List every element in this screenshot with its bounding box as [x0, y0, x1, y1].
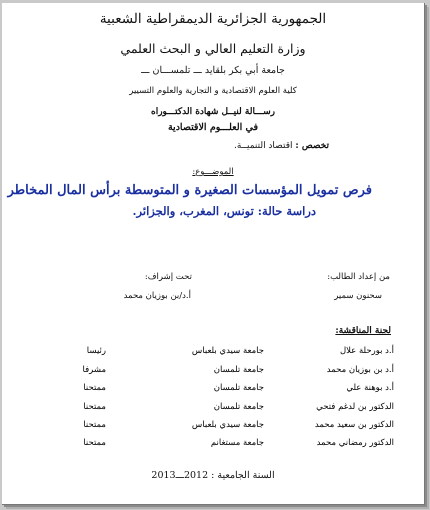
thesis-specialty	[234, 141, 329, 151]
jury-member-role: رئيسا	[86, 346, 106, 356]
jury-member-name: أ.د بورحلة علال	[339, 346, 394, 356]
jury-heading: لجنة المناقشة:	[335, 326, 391, 336]
jury-member-university: جامعة سيدي بلعباس	[191, 420, 264, 430]
subject-label: الموضـــوع:	[192, 167, 234, 177]
jury-member-name: الدكتور رمضاني محمد	[316, 438, 394, 448]
document-page	[2, 3, 425, 505]
jury-member-name: أ.د بن بوزيان محمد	[326, 365, 394, 375]
jury-member-role: ممتحنا	[83, 420, 106, 430]
jury-member-role: ممتحنا	[83, 438, 106, 448]
subject-case-study: دراسة حالة: تونس، المغرب، والجزائر.	[132, 204, 316, 218]
supervisor-label: تحت إشراف:	[144, 272, 192, 282]
university-name: جامعة أبي بكر بلقايد ـــ تلمســـان ـــ	[141, 65, 285, 76]
jury-member-role: مشرفا	[82, 365, 106, 375]
specialty-value: اقتصاد التنميــة.	[234, 141, 293, 151]
specialty-label: تخصص :	[295, 141, 329, 151]
supervisor-name: أ.د/بن بوزيان محمد	[123, 291, 191, 301]
jury-member-name: الدكتور بن لدغم فتحي	[316, 402, 394, 412]
ministry-title: وزارة التعليم العالي و البحث العلمي	[120, 41, 306, 56]
jury-member-university: جامعة تلمسان	[213, 402, 264, 412]
thesis-degree: رســـالة لنيــل شهادة الدكتـــوراه	[150, 107, 275, 117]
academic-year: السنة الجامعية : 2012ـــ2013	[151, 470, 275, 481]
jury-member-role: ممتحنا	[83, 383, 106, 393]
jury-member-role: ممتحنا	[83, 402, 106, 412]
jury-member-name: أ.د بوهنة علي	[346, 383, 394, 393]
prepared-by-label: من إعداد الطالب:	[327, 272, 390, 282]
faculty-name: كلية العلوم الاقتصادية و التجارية والعلوم التسيير	[129, 86, 297, 96]
jury-member-university: جامعة سيدي بلعباس	[191, 346, 264, 356]
jury-member-name: الدكتور بن سعيد محمد	[314, 420, 394, 430]
jury-member-university: جامعة مستغانم	[210, 438, 264, 448]
thesis-field: في العلـــوم الاقتصادية	[167, 122, 259, 133]
jury-member-university: جامعة تلمسان	[213, 365, 264, 375]
jury-member-university: جامعة تلمسان	[213, 383, 264, 393]
subject-title: فرص تمويل المؤسسات الصغيرة و المتوسطة برأس المال المخاطر	[7, 183, 372, 198]
republic-title: الجمهورية الجزائرية الديمقراطية الشعبية	[99, 11, 327, 27]
student-name: سحنون سمير	[334, 291, 382, 301]
